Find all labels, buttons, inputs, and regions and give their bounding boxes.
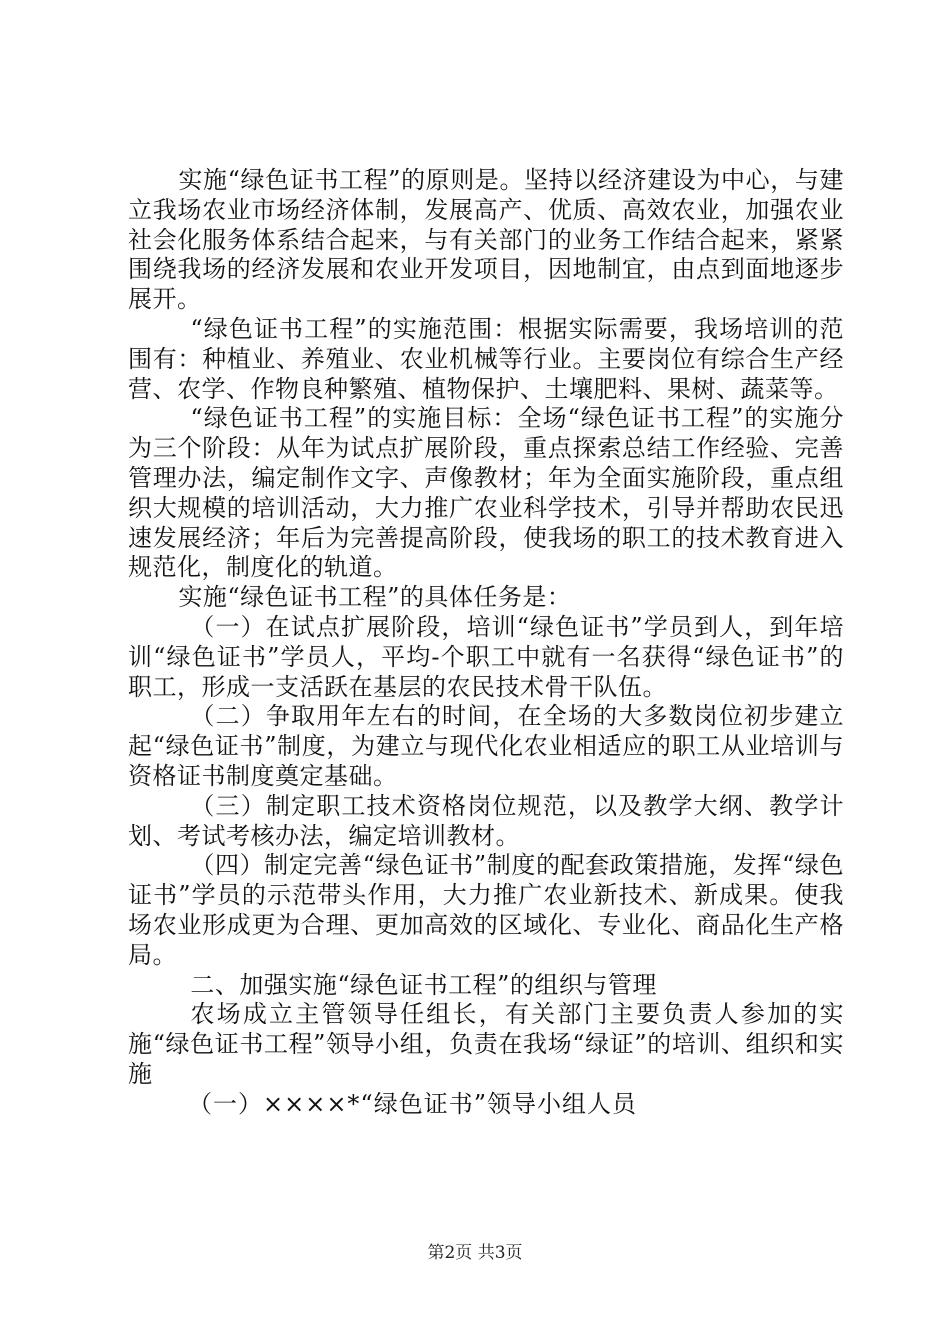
paragraph-leadership-group: 农场成立主管领导任组长，有关部门主要负责人参加的实施“绿色证书工程”领导小组，负责在我场“绿证”的培训、组织和实施 <box>128 1000 844 1088</box>
paragraph-task-3: （三）制定职工技术资格岗位规范，以及教学大纲、教学计划、考试考核办法，编定培训教材。 <box>128 791 844 850</box>
section-heading-organization: 二、加强实施“绿色证书工程”的组织与管理 <box>190 970 657 999</box>
paragraph-tasks-intro: 实施“绿色证书工程”的具体任务是： <box>178 583 572 612</box>
document-body <box>128 166 844 1120</box>
paragraph-task-2: （二）争取用年左右的时间，在全场的大多数岗位初步建立起“绿色证书”制度，为建立与现代化农业相适应的职工从业培训与资格证书制度奠定基础。 <box>128 702 844 790</box>
paragraph-scope: “绿色证书工程”的实施范围：根据实际需要，我场培训的范围有：种植业、养殖业、农业机械等行业。主要岗位有综合生产经营、农学、作物良种繁殖、植物保护、土壤肥料、果树、蔬菜等。 <box>128 314 844 403</box>
sub-heading-group-members: （一）××××*“绿色证书”领导小组人员 <box>188 1089 637 1118</box>
paragraph-task-4: （四）制定完善“绿色证书”制度的配套政策措施，发挥“绿色证书”学员的示范带头作用，大力推广农业新技术、新成果。使我场农业形成更为合理、更加高效的区域化、专业化、商品化生产格局。 <box>128 851 844 969</box>
paragraph-task-1: （一）在试点扩展阶段，培训“绿色证书”学员到人，到年培训“绿色证书”学员人，平均-个职工中就有一名获得“绿色证书”的职工，形成一支活跃在基层的农民技术骨干队伍。 <box>128 612 844 701</box>
paragraph-goals: “绿色证书工程”的实施目标：全场“绿色证书工程”的实施分为三个阶段：从年为试点扩展阶段，重点探索总结工作经验、完善管理办法，编定制作文字、声像教材；年为全面实施阶段，重点组织大规模的培训活动，大力推广农业科学技术，引导并帮助农民迅速发展经济；年后为完善提高阶段，使我场的职工的技术教育进入规范化，制度化的轨道。 <box>128 404 844 582</box>
page-number-footer: 第2页 共3页 <box>427 1243 523 1263</box>
paragraph-principles: 实施“绿色证书工程”的原则是。坚持以经济建设为中心，与建立我场农业市场经济体制，发展高产、优质、高效农业，加强农业社会化服务体系结合起来，与有关部门的业务工作结合起来，紧紧围绕我场的经济发展和农业开发项目，因地制宜，由点到面地逐步展开。 <box>128 166 844 314</box>
